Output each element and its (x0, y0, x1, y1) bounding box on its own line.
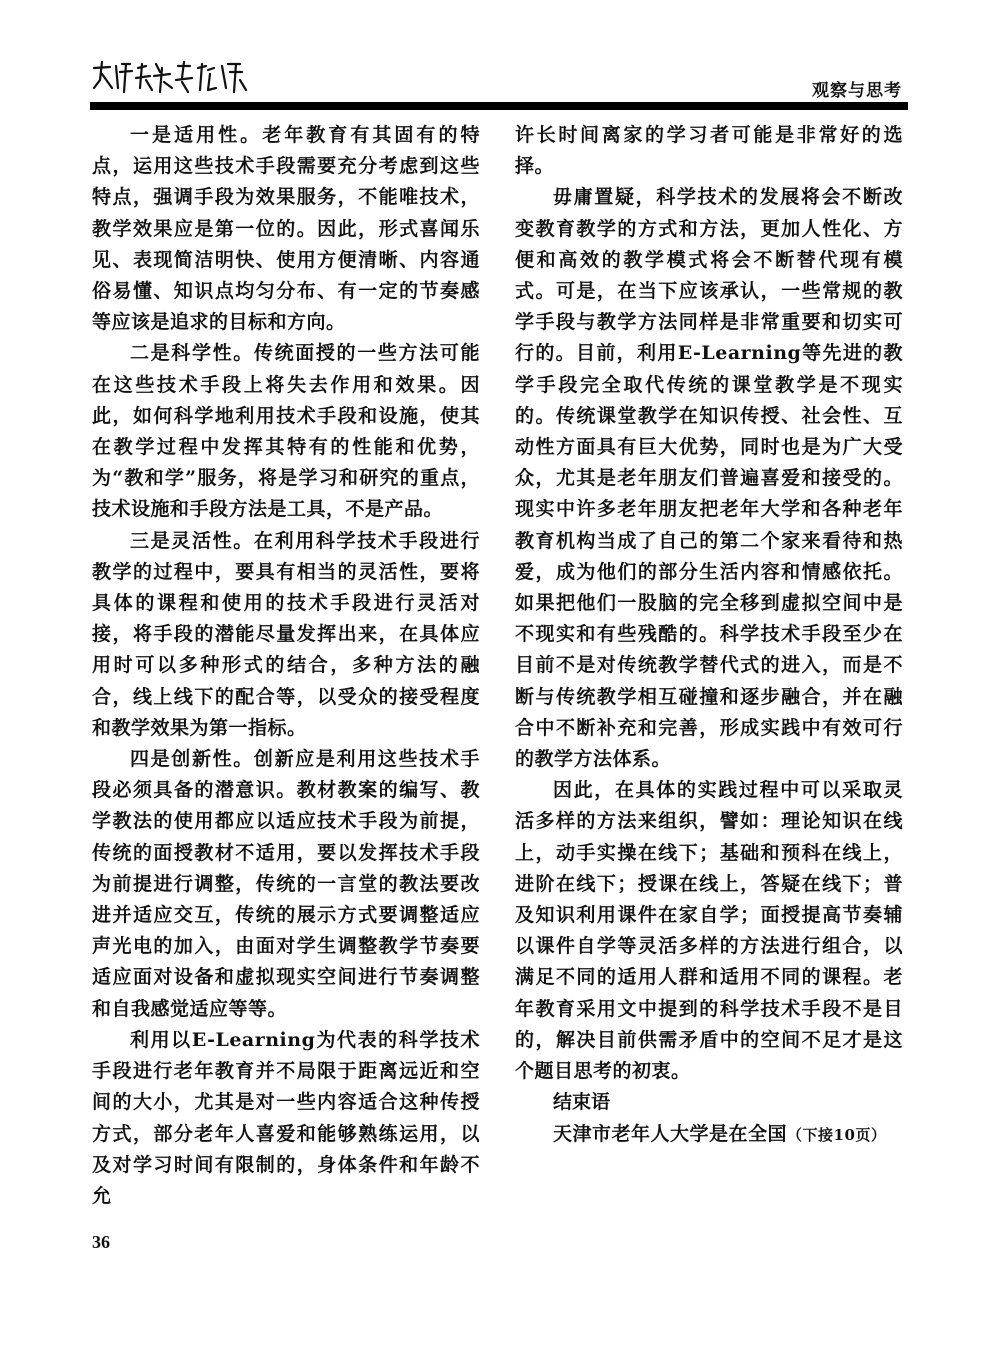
paragraph-innovation: 四是创新性。创新应是利用这些技术手段必须具备的潜意识。教材教案的编写、教学教法的使用都应以适应技术手段为前提，传统的面授教材不适用，要以发挥技术手段为前提进行调整，传统的一言堂的教法要改进并适应交互，传统的展示方式要调整适应声光电的加入，由面对学生调整教学节奏要适应面对设备和虚拟现实空间进行节奏调整和自我感觉适应等等。 (92, 748, 480, 1020)
paragraph-undoubtedly: 毋庸置疑，科学技术的发展将会不断改变教育教学的方式和方法，更加人性化、方便和高效的教学模式将会不断替代现有模式。可是，在当下应该承认，一些常规的教学手段与教学方法同样是非常重要和切实可行的。目前，利用E-Learning等先进的教学手段完全取代传统的课堂教学是不现实的。传统课堂教学在知识传授、社会性、互动性方面具有巨大优势，同时也是为广大受众，尤其是老年朋友们普遍喜爱和接受的。现实中许多老年朋友把老年大学和各种老年教育机构当成了自己的第二个家来看待和热爱，成为他们的部分生活内容和情感依托。如果把他们一股脑的完全移到虚拟空间中是不现实和有些残酷的。科学技术手段至少在目前不是对传统教学替代式的进入，而是不断与传统教学相互碰撞和逐步融合，并在融合中不断补充和完善，形成实践中有效可行的教学方法体系。 (515, 186, 903, 771)
paragraph-applicability: 一是适用性。老年教育有其固有的特点，运用这些技术手段需要充分考虑到这些特点，强调手段为效果服务，不能唯技术，教学效果应是第一位的。因此，形式喜闻乐见、表现简洁明快、使用方便清晰、内容通俗易懂、知识点均匀分布、有一定的节奏感等应该是追求的目标和方向。 (92, 124, 480, 334)
conclusion-heading: 结束语 (553, 1091, 611, 1114)
paragraph-elearning: 利用以E-Learning为代表的科学技术手段进行老年教育并不局限于距离远近和空间的大小，尤其是对一些内容适合这种传授方式，部分老年人喜爱和能够熟练运用，以及对学习时间有限制的，身体条件和年龄不允 (92, 1028, 480, 1207)
journal-logo (90, 58, 250, 98)
right-column (515, 120, 903, 1151)
paragraph-therefore: 因此，在具体的实践过程中可以采取灵活多样的方法来组织，譬如：理论知识在线上，动手实操在线下；基础和预科在线上，进阶在线下；授课在线上，答疑在线下；普及知识利用课件在家自学；面授提高节奏辅以课件自学等灵活多样的方法进行组合，以满足不同的适用人群和适用不同的课程。老年教育采用文中提到的科学技术手段不是目的，解决目前供需矛盾中的空间不足才是这个题目思考的初衷。 (515, 779, 903, 1083)
paragraph-continuation: 许长时间离家的学习者可能是非常好的选择。 (515, 124, 903, 178)
paragraph-flexibility: 三是灵活性。在利用科学技术手段进行教学的过程中，要具有相当的灵活性，要将具体的课程和使用的技术手段进行灵活对接，将手段的潜能尽量发挥出来，在具体应用时可以多种形式的结合，多种方法的融合，线上线下的配合等，以受众的接受程度和教学效果为第一指标。 (92, 529, 480, 739)
conclusion-paragraph (515, 1119, 903, 1151)
continued-note: （下接10页） (787, 1125, 887, 1144)
section-label: 观察与思考 (812, 81, 902, 101)
calligraphy-logo-icon (90, 58, 250, 98)
page-number: 36 (92, 1232, 110, 1252)
left-column (92, 120, 480, 1212)
header-rule (90, 102, 908, 110)
journal-title-text: 天津老年教育论坛 (90, 58, 98, 59)
paragraph-scientific: 二是科学性。传统面授的一些方法可能在这些技术手段上将失去作用和效果。因此，如何科学地利用技术手段和设施，使其在教学过程中发挥其特有的性能和优势，为“教和学”服务，将是学习和研究的重点，技术设施和手段方法是工具，不是产品。 (92, 342, 480, 521)
conclusion-text: 天津市老年人大学是在全国 (553, 1122, 788, 1145)
